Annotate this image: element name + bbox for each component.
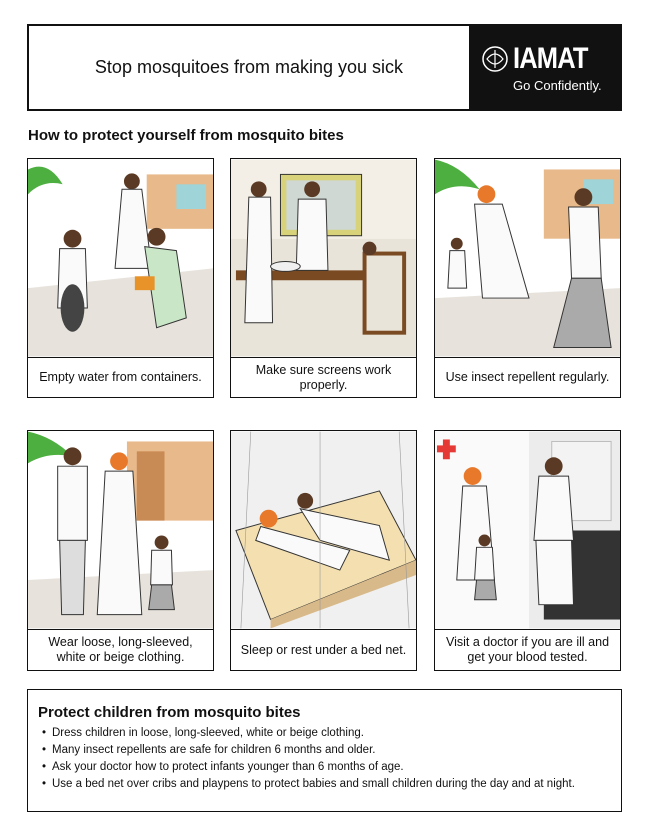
children-protection-box (27, 689, 622, 812)
header-banner (27, 24, 622, 111)
panel-empty-water (27, 158, 214, 398)
illustration-doctor (435, 431, 620, 630)
panel-screens (230, 158, 417, 398)
list-item: • Many insect repellents are safe for children 6 months and older. (38, 742, 621, 759)
brand-name: IAMAT (513, 42, 588, 75)
illustration-repellent (435, 159, 620, 358)
panel-doctor (434, 430, 621, 671)
brand-tagline: Go Confidently. (513, 78, 602, 93)
panel-caption: Make sure screens work properly. (255, 362, 392, 392)
panel-repellent (434, 158, 621, 398)
illustration-empty-water (28, 159, 213, 358)
list-item: • Ask your doctor how to protect infants younger than 6 months of age. (38, 759, 621, 776)
panel-caption: Wear loose, long-sleeved, white or beige clothing. (48, 635, 193, 664)
panel-caption: Sleep or rest under a bed net. (240, 642, 407, 657)
panel-clothing (27, 430, 214, 671)
panel-caption: Empty water from containers. (39, 370, 202, 384)
list-item: • Dress children in loose, long-sleeved, white or beige clothing. (38, 725, 621, 742)
illustration-bed-net (231, 431, 416, 630)
panel-caption: Use insect repellent regularly. (445, 370, 610, 384)
children-bullet-list (38, 725, 621, 793)
illustration-clothing (28, 431, 213, 630)
iamat-logo (469, 26, 620, 109)
panel-caption: Visit a doctor if you are ill and get your blood tested. (445, 635, 610, 664)
list-item: • Use a bed net over cribs and playpens to protect babies and small children during the day and at night. (38, 776, 621, 793)
panel-bed-net (230, 430, 417, 671)
illustration-screens (231, 159, 416, 358)
children-title: Protect children from mosquito bites (38, 704, 301, 721)
section-title: How to protect yourself from mosquito bites (28, 127, 344, 144)
emblem-icon (481, 45, 509, 73)
page-title: Stop mosquitoes from making you sick (94, 57, 404, 77)
